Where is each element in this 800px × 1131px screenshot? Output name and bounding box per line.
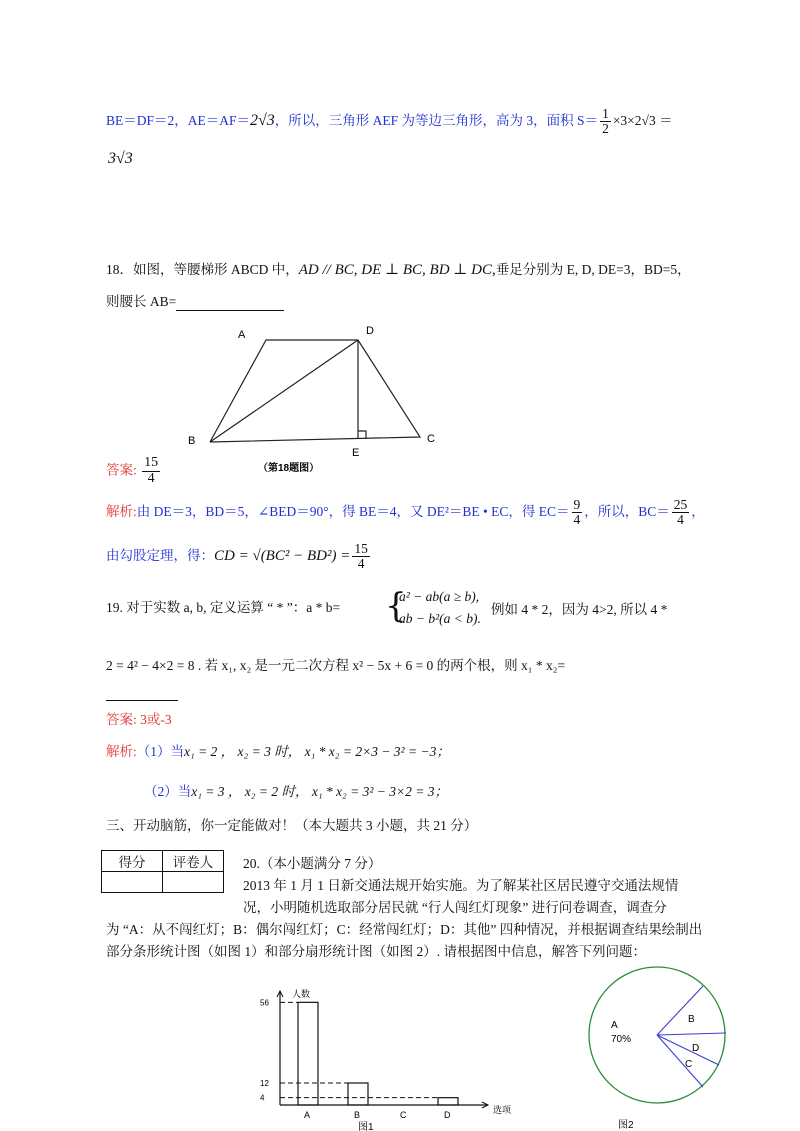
grader-header: 评卷人 — [163, 851, 224, 872]
q18-answer-fraction: $\frac{15}{4}$ — [144, 455, 159, 486]
q19-a1-expr: x₁ = 2 ， x₂ = 3 时， x₁ * x₂ = 2×3 − 3² = −3； — [184, 744, 450, 759]
label-d: D — [366, 325, 374, 337]
q18-answer-blank — [176, 294, 284, 311]
q19-a1-pre: （1）当 — [136, 744, 185, 759]
bar-D — [438, 1098, 458, 1105]
trapezoid-outline — [210, 340, 420, 442]
q18-math: AD // BC, DE ⊥ BC, BD ⊥ DC, — [298, 262, 496, 278]
q18-figure-caption: （第18题图） — [258, 463, 320, 474]
pie-chart-figure2 — [585, 962, 745, 1131]
q19-answer-label: 答案: — [106, 712, 137, 727]
y-tick-4: 4 — [260, 1093, 265, 1103]
x-axis-label: 选项 — [493, 1105, 512, 1115]
label-a: A — [238, 329, 246, 341]
q18-analysis1: 由 DE＝3，BD＝5，∠BED＝90°，得 BE＝4，又 DE²＝BE • EC，得 EC＝ — [136, 503, 570, 519]
q20-line2: 况，小明随机选取部分居民就 “行人闯红灯现象” 进行问卷调查，调查分 — [243, 900, 667, 915]
q19-a2-expr: x₁ = 3 ， x₂ = 2 时， x₁ * x₂ = 3² − 3×2 = 3； — [191, 784, 448, 799]
y-axis-label: 人数 — [292, 989, 311, 999]
pie-radius-1 — [657, 1033, 726, 1035]
q17-solution-line — [106, 107, 673, 136]
q18-text1: 18．如图，等腰梯形 ABCD 中， — [106, 262, 299, 277]
pie-percent-A: 70% — [611, 1034, 632, 1045]
q18-text3: 则腰长 AB= — [106, 294, 177, 309]
x-tick-B: B — [354, 1110, 361, 1120]
label-e: E — [352, 447, 360, 459]
figure1-caption: 图1 — [358, 1122, 374, 1131]
section3-title: 三、开动脑筋，你一定能做对！（本大题共 3 小题，共 21 分） — [106, 818, 478, 833]
q18-analysis-line2 — [106, 542, 372, 571]
q18-text2: 垂足分别为 E, D, DE=3，BD=5， — [495, 262, 691, 277]
q18-analysis4: 由勾股定理，得： — [106, 547, 214, 563]
label-b: B — [188, 435, 196, 447]
bar-A — [298, 1002, 318, 1105]
q20-line3: 为 “A：从不闯红灯；B：偶尔闯红灯；C：经常闯红灯；D：其他” 四种情况，并根据调查结果绘制出 — [106, 922, 703, 937]
q20-line1: 2013 年 1 月 1 日新交通法规开始实施。为了解某社区居民遵守交通法规情 — [243, 878, 679, 893]
q19-answer — [106, 708, 172, 728]
q17-text1: BE＝DF＝2，AE＝AF＝ — [106, 112, 251, 128]
q19-analysis-label: 解析: — [106, 744, 137, 759]
q18-cd-expr: CD = √(BC² − BD²) = — [214, 547, 351, 564]
pie-radius-0 — [657, 986, 703, 1035]
q18-answer — [106, 456, 162, 486]
q17-result: 3√3 — [108, 150, 133, 167]
figure2-caption: 图2 — [618, 1120, 634, 1131]
q19-case2: ab − b²(a < b). — [399, 611, 481, 626]
q19-question-line1 — [106, 596, 340, 616]
q19-a2-pre: （2）当 — [144, 784, 192, 799]
score-table — [101, 850, 224, 893]
q18-analysis-line1 — [106, 498, 705, 527]
q19-answer-blank — [106, 684, 178, 701]
q20-line4: 部分条形统计图（如图 1）和部分扇形统计图（如图 2）. 请根据图中信息，解答下列问题： — [106, 944, 646, 959]
y-tick-56: 56 — [260, 998, 269, 1008]
q19-analysis-1 — [106, 740, 450, 760]
q19-piecewise: { a² − ab(a ≥ b), ab − b²(a < b). — [385, 586, 481, 630]
q17-text2: ，所以，三角形 AEF 为等边三角形，高为 3，面积 S＝ — [274, 112, 599, 128]
q18-cd-fraction: $\frac{15}{4}$ — [354, 541, 368, 572]
y-tick-12: 12 — [260, 1079, 269, 1088]
bar-chart-figure1 — [258, 985, 528, 1131]
label-c: C — [427, 433, 435, 445]
q19-case1: a² − ab(a ≥ b), — [399, 589, 480, 604]
q18-analysis3: ， — [691, 503, 705, 519]
q17-text3: ×3×2√3 ＝ — [612, 112, 673, 128]
x-tick-C: C — [400, 1110, 407, 1120]
score-cell[interactable] — [102, 872, 163, 893]
bar-B — [348, 1083, 368, 1105]
q19-analysis-2 — [144, 780, 448, 800]
q18-question-line1 — [106, 258, 691, 279]
pie-label-D: D — [692, 1043, 700, 1054]
q18-analysis2: ，所以，BC＝ — [584, 503, 670, 519]
q18-answer-label: 答案: — [106, 462, 137, 478]
diagonal-bd — [210, 340, 358, 442]
grader-cell[interactable] — [163, 872, 224, 893]
q19-example: 例如 4 * 2，因为 4>2, 所以 4 * — [491, 602, 668, 617]
q18-trapezoid-figure — [180, 320, 470, 480]
q17-fraction: $\frac{1}{2}$ — [602, 106, 609, 137]
q19-text1: 19. 对于实数 a, b, 定义运算 “ * ”：a * b= — [106, 600, 341, 615]
q19-question-line2: 2 = 4² − 4×2 = 8 . 若 x₁, x₂ 是一元二次方程 x² − 5x + 6 = 0 的两个根，则 x₁ * x₂= — [106, 658, 566, 673]
pie-label-A: A — [611, 1020, 618, 1031]
q19-answer-value: 3或-3 — [140, 712, 172, 727]
q18-bc-fraction: $\frac{25}{4}$ — [673, 497, 688, 528]
q18-ec-fraction: $\frac{9}{4}$ — [573, 497, 581, 528]
x-tick-A: A — [304, 1110, 311, 1120]
score-header: 得分 — [102, 851, 163, 872]
x-tick-D: D — [444, 1110, 451, 1120]
q18-analysis-label: 解析: — [106, 503, 137, 519]
pie-label-C: C — [685, 1059, 693, 1070]
q18-question-line2 — [106, 290, 284, 311]
pie-label-B: B — [688, 1014, 695, 1025]
q20-title: 20.（本小题满分 7 分） — [243, 856, 382, 871]
q17-root: 2√3 — [250, 111, 275, 129]
